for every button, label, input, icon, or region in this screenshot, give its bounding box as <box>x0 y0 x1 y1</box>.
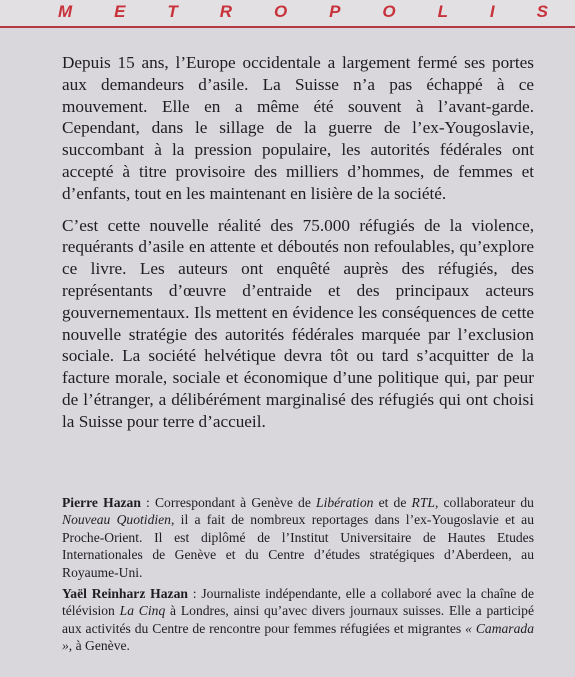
series-letter: T <box>167 2 178 21</box>
author-bio <box>62 585 534 655</box>
bio-title: Nouveau Quotidien <box>62 512 171 528</box>
header-rule <box>0 26 575 28</box>
bio-text: , il a fait de nombreux reportages dans l’ex-Yougoslavie et au Proche-Orient. Il est diplômé de l’Institut Universitaire de Hautes Etudes Internationales de Genève et du Centre d’études stratégiques d’Aberdeen, au Royaume-Uni. <box>62 512 535 580</box>
series-letter: E <box>114 2 126 21</box>
author-bio <box>62 494 534 581</box>
series-letter: R <box>219 2 232 21</box>
author-name: Pierre Hazan <box>62 495 141 510</box>
blurb-paragraph: C’est cette nouvelle réalité des 75.000 réfugiés de la violence, requérants d’asile en attente et déboutés non refoulables, qu’explore ce livre. Les auteurs ont enquêté auprès des réfugiés, des représentants d’œuvre d’entraide et des principaux acteurs gouvernementaux. Ils mettent en évidence les conséquences de cette nouvelle stratégie des autorités fédérales marquée par l’exclusion sociale. La société helvétique devra tôt ou tard s’acquitter de la facture morale, sociale et économique d’une politique qui, par peur de l’étranger, a délibérément marginalisé des réfugiés qui ont choisi la Suisse pour terre d’accueil. <box>62 215 534 431</box>
author-name: Yaël Reinharz Hazan <box>62 586 188 602</box>
series-letter: L <box>437 2 448 21</box>
series-letter: S <box>536 2 548 21</box>
bio-text: : Correspondant à Genève de <box>140 495 317 510</box>
blurb-text <box>62 52 534 433</box>
series-title <box>58 2 548 22</box>
bio-title: RTL <box>411 495 435 510</box>
bio-title: La Cinq <box>119 603 166 619</box>
series-letter: O <box>382 2 396 21</box>
bio-text: à Londres, ainsi qu’avec divers journaux suisses. Elle a participé aux activités du Centre de rencontre pour femmes réfugiées et migrantes <box>62 603 534 636</box>
series-letter: M <box>58 2 73 21</box>
bio-text: , collaborateur du <box>434 495 534 510</box>
series-letter: O <box>273 2 288 21</box>
series-letter: P <box>329 2 341 21</box>
bio-title: « Camarada » <box>62 620 534 654</box>
bio-text: : Journaliste indépendante, elle a collaboré avec la chaîne de télévision <box>62 586 534 619</box>
blurb-paragraph: Depuis 15 ans, l’Europe occidentale a largement fermé ses portes aux demandeurs d’asile. La Suisse n’a pas échappé à ce mouvement. Elle en a même été souvent à l’avant-garde. Cependant, dans le sillage de la guerre de l’ex-Yougoslavie, succombant à la pression populaire, les autorités fédérales ont accepté à titre provisoire des milliers d’hommes, de femmes et d’enfants, tout en les maintenant en lisière de la société. <box>62 53 534 203</box>
series-letter: I <box>489 2 495 21</box>
author-bios <box>62 494 534 655</box>
bio-text: et de <box>373 495 412 510</box>
bio-text: , à Genève. <box>68 638 130 654</box>
bio-title: Libération <box>316 495 374 510</box>
